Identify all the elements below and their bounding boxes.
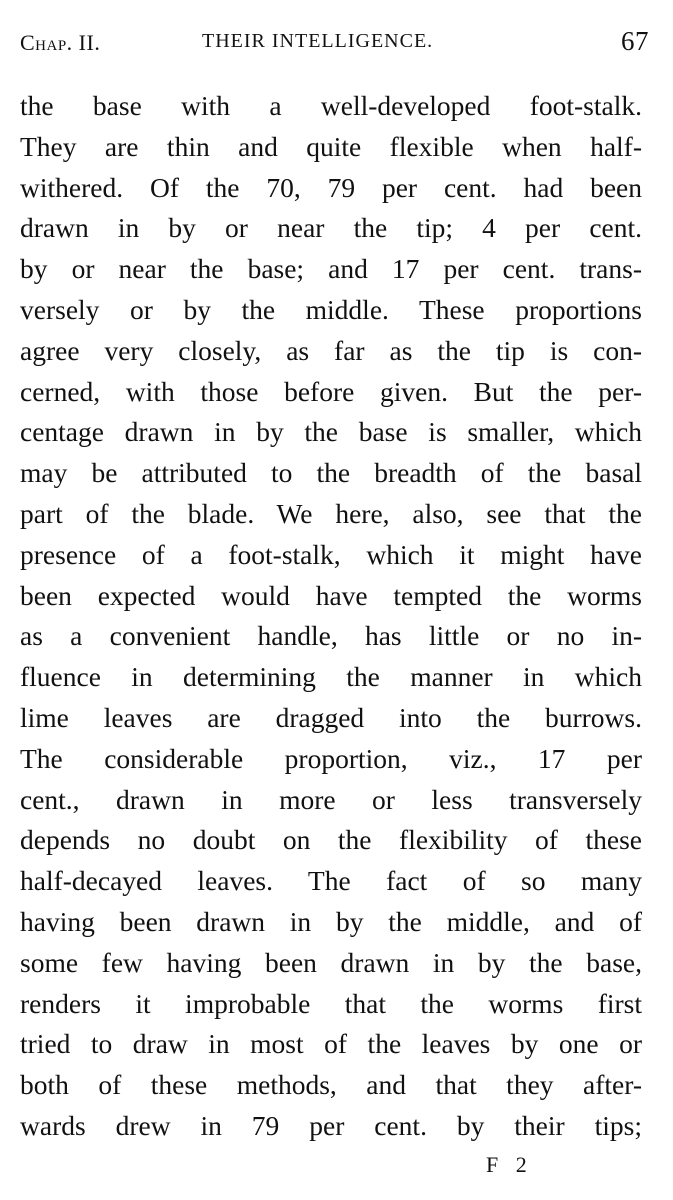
text-line: presence of a foot-stalk, which it might have (20, 538, 642, 570)
text-line: the base with a well-developed foot-stalk. (20, 90, 642, 121)
text-line: versely or by the middle. These proportions (20, 293, 642, 325)
text-line: cerned, with those before given. But the per- (20, 375, 642, 407)
text-line: The considerable proportion, viz., 17 per (20, 742, 642, 774)
text-line: renders it improbable that the worms first (20, 987, 642, 1019)
body-text (20, 86, 642, 1147)
text-line: cent., drawn in more or less transversely (20, 783, 642, 815)
text-line: tried to draw in most of the leaves by one or (20, 1028, 642, 1060)
chapter-label: Chap. II. (20, 30, 101, 55)
text-line: having been drawn in by the middle, and of (20, 905, 642, 937)
text-line: been expected would have tempted the worms (20, 579, 642, 611)
text-line: fluence in determining the manner in which (20, 661, 642, 693)
text-line: half-decayed leaves. The fact of so many (20, 865, 642, 897)
text-line: withered. Of the 70, 79 per cent. had been (20, 171, 642, 203)
text-line: as a convenient handle, has little or no in- (20, 620, 642, 652)
text-line: agree very closely, as far as the tip is con- (20, 334, 642, 366)
page-number: 67 (621, 26, 649, 56)
signature-mark: F 2 (486, 1152, 533, 1177)
text-line: both of these methods, and that they after- (20, 1069, 642, 1101)
text-line: may be attributed to the breadth of the basal (20, 457, 642, 489)
text-line: drawn in by or near the tip; 4 per cent. (20, 212, 642, 244)
running-title: THEIR INTELLIGENCE. (202, 30, 434, 52)
running-head (20, 26, 649, 60)
text-line: They are thin and quite flexible when half- (20, 130, 642, 162)
text-line: depends no doubt on the flexibility of these (20, 824, 642, 856)
text-line: wards drew in 79 per cent. by their tips; (20, 1109, 642, 1141)
text-line: centage drawn in by the base is smaller, which (20, 416, 642, 448)
text-line: part of the blade. We here, also, see that the (20, 497, 642, 529)
text-line: some few having been drawn in by the base, (20, 946, 642, 978)
text-line: lime leaves are dragged into the burrows. (20, 701, 642, 733)
text-line: by or near the base; and 17 per cent. trans- (20, 253, 642, 285)
